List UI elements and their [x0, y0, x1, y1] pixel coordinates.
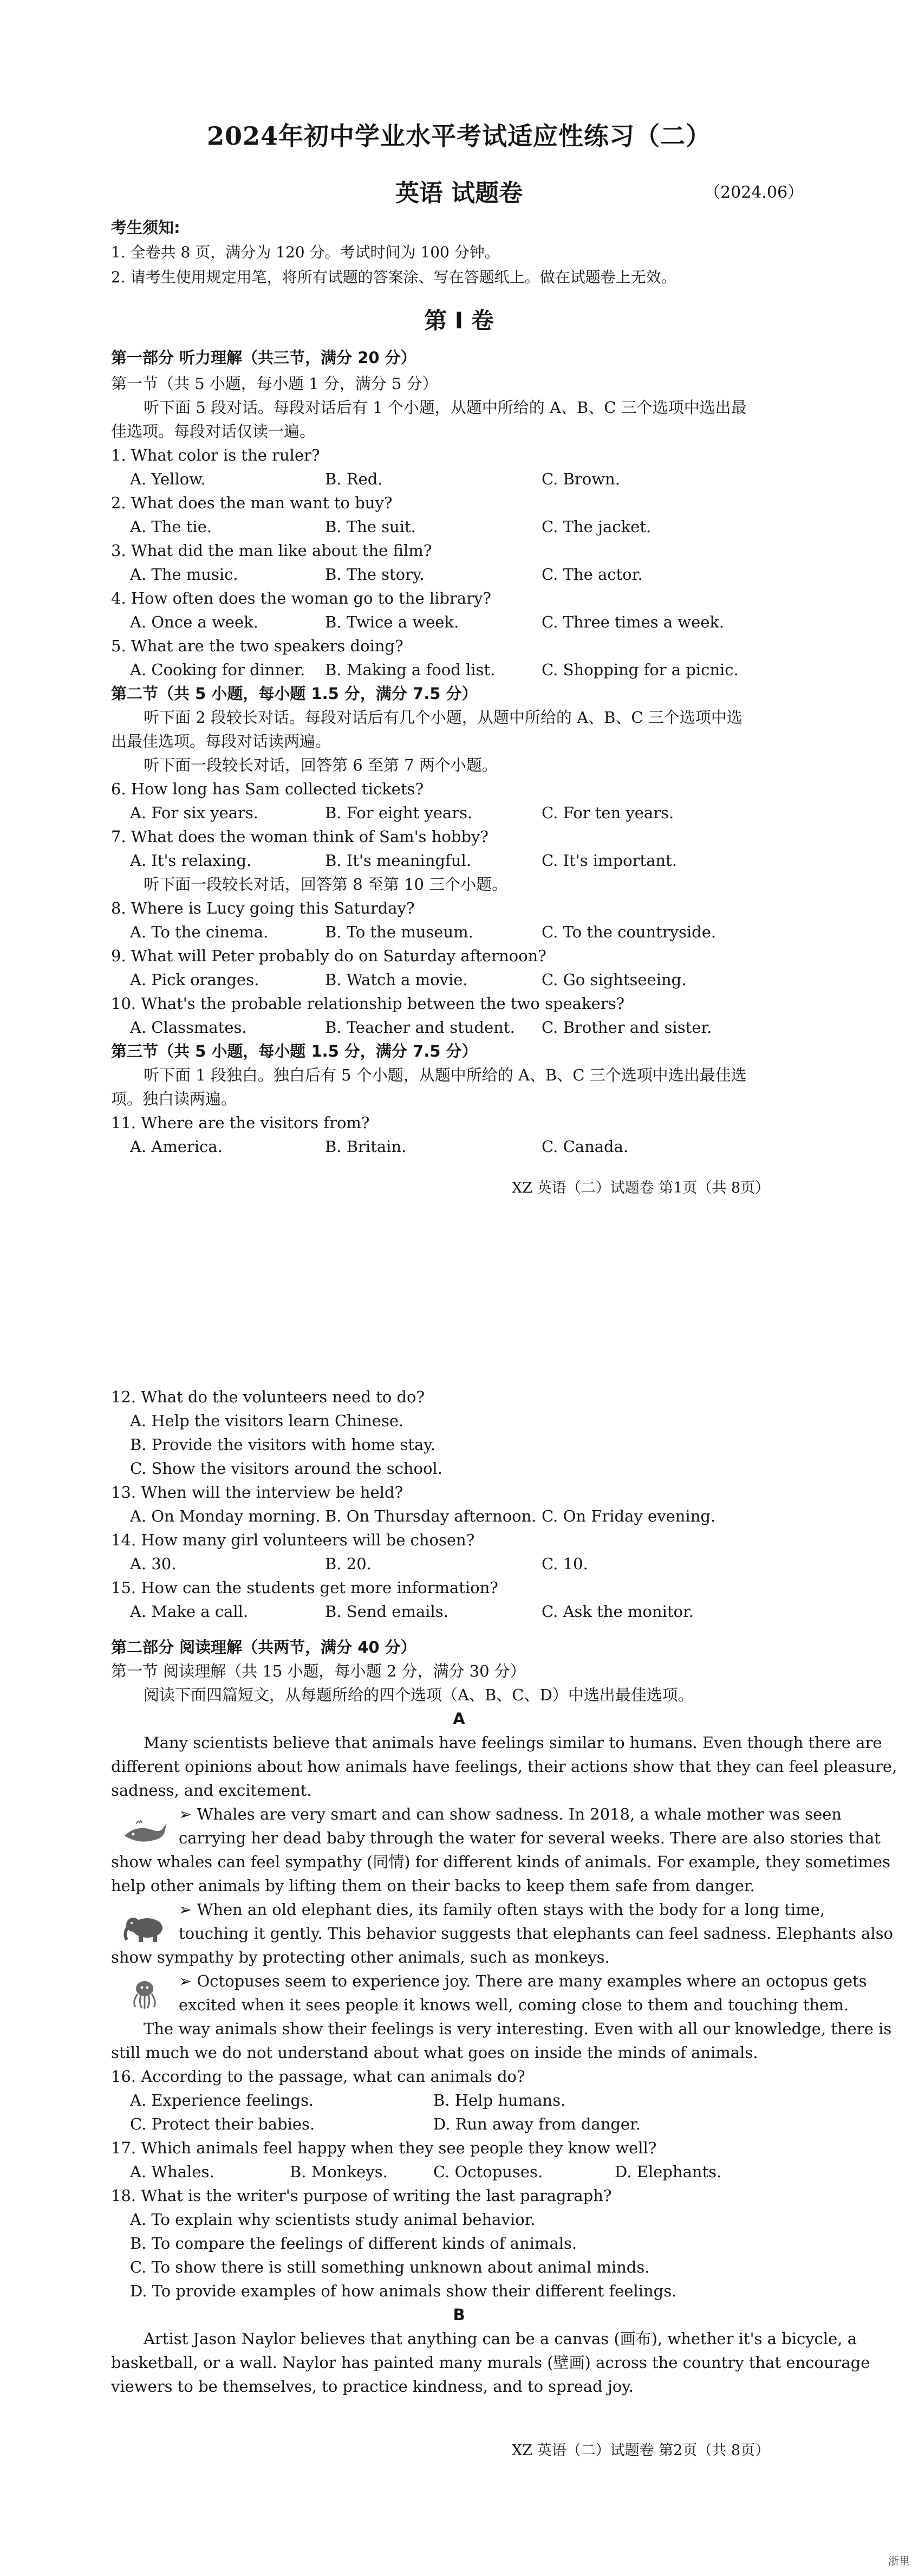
option-b: B. For eight years. — [325, 804, 473, 822]
option-a: A. 30. — [130, 1555, 177, 1573]
option-b: B. Britain. — [325, 1137, 407, 1156]
section1-instruction: 佳选项。每段对话仅读一遍。 — [111, 422, 316, 441]
passage-line: still much we do not understand about what goes on inside the minds of animals. — [111, 2043, 758, 2062]
passage-line: The way animals show their feelings is very interesting. Even with all our knowledge, there is — [144, 2020, 892, 2038]
option-b: B. To compare the feelings of different kinds of animals. — [130, 2234, 577, 2253]
option-c: C. It's important. — [542, 851, 677, 870]
option-a: A. The tie. — [130, 517, 212, 536]
octopus-icon — [120, 1978, 169, 2010]
exam-title: 2024年初中学业水平考试适应性练习（二） — [206, 121, 712, 151]
notice-item: 2. 请考生使用规定用笔，将所有试题的答案涂、写在答题纸上。做在试题卷上无效。 — [111, 268, 676, 286]
option-a: A. Pick oranges. — [130, 970, 259, 989]
option-b: B. Send emails. — [325, 1602, 448, 1621]
option-a: A. To explain why scientists study animal behavior. — [130, 2210, 536, 2229]
option-a: A. Make a call. — [130, 1602, 249, 1621]
option-c: C. Brown. — [542, 470, 620, 488]
option-b: B. Teacher and student. — [325, 1018, 515, 1037]
notice-heading: 考生须知: — [111, 218, 180, 237]
option-b: B. Watch a movie. — [325, 970, 468, 989]
passage-line: excited when it sees people it knows well, coming close to them and touching them. — [179, 1996, 849, 2014]
option-a: A. Cooking for dinner. — [130, 661, 305, 679]
section2-instruction: 听下面 2 段较长对话。每段对话后有几个小题，从题中所给的 A、B、C 三个选项中选 — [144, 708, 743, 727]
passage-line: basketball, or a wall. Naylor has painted many murals (壁画) across the country that encourage — [111, 2353, 870, 2372]
option-a: A. On Monday morning. — [130, 1507, 321, 1525]
passage-line: ➢ Whales are very smart and can show sadness. In 2018, a whale mother was seen — [179, 1805, 842, 1823]
option-a: A. Whales. — [130, 2163, 214, 2181]
section2-instruction: 出最佳选项。每段对话读两遍。 — [111, 732, 331, 750]
option-a: A. Once a week. — [130, 613, 258, 631]
option-b: B. Red. — [325, 470, 383, 488]
question-stem: 16. According to the passage, what can animals do? — [111, 2067, 525, 2086]
section2-title: 第二节（共 5 小题，每小题 1.5 分，满分 7.5 分） — [111, 684, 478, 703]
question-stem: 17. Which animals feel happy when they see people they know well? — [111, 2139, 657, 2157]
question-stem: 10. What's the probable relationship between the two speakers? — [111, 994, 624, 1013]
question-stem: 4. How often does the woman go to the library? — [111, 589, 491, 607]
elephant-icon — [120, 1912, 169, 1944]
option-b: B. The suit. — [325, 517, 416, 536]
option-b: B. On Thursday afternoon. — [325, 1507, 537, 1525]
option-a: A. Help the visitors learn Chinese. — [130, 1412, 404, 1430]
option-c: C. Protect their babies. — [130, 2115, 315, 2133]
question-stem: 13. When will the interview be held? — [111, 1483, 403, 1501]
option-c: C. Canada. — [542, 1137, 629, 1156]
section3-instruction: 项。独白读两遍。 — [111, 1090, 237, 1108]
notice-item: 1. 全卷共 8 页，满分为 120 分。考试时间为 100 分钟。 — [111, 243, 500, 261]
option-c: C. Show the visitors around the school. — [130, 1459, 442, 1478]
volume-title: 第 I 卷 — [424, 307, 494, 334]
passage-line: touching it gently. This behavior suggests that elephants can feel sadness. Elephants also — [179, 1924, 893, 1943]
section2-sub-instruction: 听下面一段较长对话，回答第 6 至第 7 两个小题。 — [144, 756, 498, 774]
question-stem: 5. What are the two speakers doing? — [111, 637, 403, 655]
option-c: C. To the countryside. — [542, 923, 717, 941]
option-a: A. For six years. — [130, 804, 258, 822]
passage-line: help other animals by lifting them on their backs to keep them safe from danger. — [111, 1876, 755, 1895]
page-footer: XZ 英语（二）试题卷 第1页（共 8页） — [512, 1180, 770, 1196]
question-stem: 12. What do the volunteers need to do? — [111, 1388, 425, 1406]
option-c: C. Shopping for a picnic. — [542, 661, 739, 679]
question-stem: 7. What does the woman think of Sam's hobby? — [111, 827, 489, 846]
option-c: C. Three times a week. — [542, 613, 725, 631]
option-c: C. Ask the monitor. — [542, 1602, 694, 1621]
part2-title: 第二部分 阅读理解（共两节，满分 40 分） — [111, 1638, 416, 1656]
option-a: A. To the cinema. — [130, 923, 269, 941]
option-a: A. Classmates. — [130, 1018, 247, 1037]
section1-instruction: 听下面 5 段对话。每段对话后有 1 个小题，从题中所给的 A、B、C 三个选项中选出最 — [144, 398, 747, 417]
option-a: A. The music. — [130, 565, 238, 584]
question-stem: 14. How many girl volunteers will be chosen? — [111, 1531, 475, 1549]
option-c: C. Octopuses. — [433, 2163, 543, 2181]
option-c: C. For ten years. — [542, 804, 674, 822]
passage-line: Many scientists believe that animals have feelings similar to humans. Even though there are — [144, 1733, 882, 1752]
question-stem: 6. How long has Sam collected tickets? — [111, 780, 424, 798]
question-stem: 3. What did the man like about the film? — [111, 541, 432, 560]
page-footer: XZ 英语（二）试题卷 第2页（共 8页） — [512, 2442, 770, 2459]
question-stem: 9. What will Peter probably do on Saturday afternoon? — [111, 947, 546, 965]
option-b: B. Monkeys. — [290, 2163, 388, 2181]
passage-a-label: A — [453, 1710, 465, 1728]
option-c: C. Go sightseeing. — [542, 970, 687, 989]
passage-line: Artist Jason Naylor believes that anything can be a canvas (画布), whether it's a bicycle, a — [144, 2329, 857, 2348]
part1-title: 第一部分 听力理解（共三节，满分 20 分） — [111, 348, 416, 367]
passage-b-label: B — [453, 2306, 465, 2324]
exam-date: （2024.06） — [704, 183, 804, 202]
question-stem: 11. Where are the visitors from? — [111, 1114, 370, 1132]
passage-line: viewers to be themselves, to practice kindness, and to spread joy. — [111, 2377, 634, 2396]
option-a: A. It's relaxing. — [130, 851, 252, 870]
question-stem: 8. Where is Lucy going this Saturday? — [111, 899, 415, 917]
option-b: B. 20. — [325, 1555, 372, 1573]
exam-page-2 — [0, 1387, 918, 2576]
question-stem: 1. What color is the ruler? — [111, 446, 320, 464]
part2-section1-title: 第一节 阅读理解（共 15 小题，每小题 2 分，满分 30 分） — [111, 1662, 526, 1680]
option-d: D. Run away from danger. — [433, 2115, 641, 2133]
option-b: B. Provide the visitors with home stay. — [130, 1435, 436, 1454]
option-b: B. To the museum. — [325, 923, 473, 941]
option-c: C. On Friday evening. — [542, 1507, 716, 1525]
whale-icon — [120, 1816, 169, 1849]
option-b: B. Making a food list. — [325, 661, 496, 679]
option-c: C. Brother and sister. — [542, 1018, 712, 1037]
exam-subtitle: 英语 试题卷 — [395, 179, 523, 207]
question-stem: 2. What does the man want to buy? — [111, 494, 393, 512]
option-d: D. Elephants. — [615, 2163, 722, 2181]
section2-sub-instruction: 听下面一段较长对话，回答第 8 至第 10 三个小题。 — [144, 875, 508, 894]
option-d: D. To provide examples of how animals show their different feelings. — [130, 2282, 677, 2300]
corner-mark: 浙里 — [888, 2554, 910, 2567]
section1-title: 第一节（共 5 小题，每小题 1 分，满分 5 分） — [111, 374, 438, 393]
option-a: A. Yellow. — [130, 470, 206, 488]
option-b: B. Help humans. — [433, 2091, 566, 2109]
option-c: C. 10. — [542, 1555, 588, 1573]
passage-line: show whales can feel sympathy (同情) for different kinds of animals. For example, they sometimes — [111, 1853, 890, 1871]
question-stem: 15. How can the students get more information? — [111, 1578, 498, 1597]
passage-line: carrying her dead baby through the water for several weeks. There are also stories that — [179, 1829, 881, 1847]
passage-line: ➢ When an old elephant dies, its family often stays with the body for a long time, — [179, 1900, 825, 1919]
question-stem: 18. What is the writer's purpose of writing the last paragraph? — [111, 2186, 612, 2205]
section3-instruction: 听下面 1 段独白。独白后有 5 个小题，从题中所给的 A、B、C 三个选项中选出最佳选 — [144, 1066, 747, 1084]
passage-line: ➢ Octopuses seem to experience joy. There are many examples where an octopus gets — [179, 1972, 867, 1990]
option-c: C. The actor. — [542, 565, 643, 584]
option-c: C. The jacket. — [542, 517, 652, 536]
passage-line: show sympathy by protecting other animals, such as monkeys. — [111, 1948, 610, 1966]
option-a: A. America. — [130, 1137, 223, 1156]
option-b: B. Twice a week. — [325, 613, 459, 631]
section3-title: 第三节（共 5 小题，每小题 1.5 分，满分 7.5 分） — [111, 1042, 478, 1060]
option-a: A. Experience feelings. — [130, 2091, 314, 2109]
part2-section1-instruction: 阅读下面四篇短文，从每题所给的四个选项（A、B、C、D）中选出最佳选项。 — [144, 1686, 694, 1704]
passage-line: sadness, and excitement. — [111, 1781, 312, 1800]
passage-line: different opinions about how animals have feelings, their actions show that they can feel pleasure, — [111, 1757, 897, 1776]
option-c: C. To show there is still something unknown about animal minds. — [130, 2258, 650, 2276]
option-b: B. It's meaningful. — [325, 851, 471, 870]
option-b: B. The story. — [325, 565, 425, 584]
